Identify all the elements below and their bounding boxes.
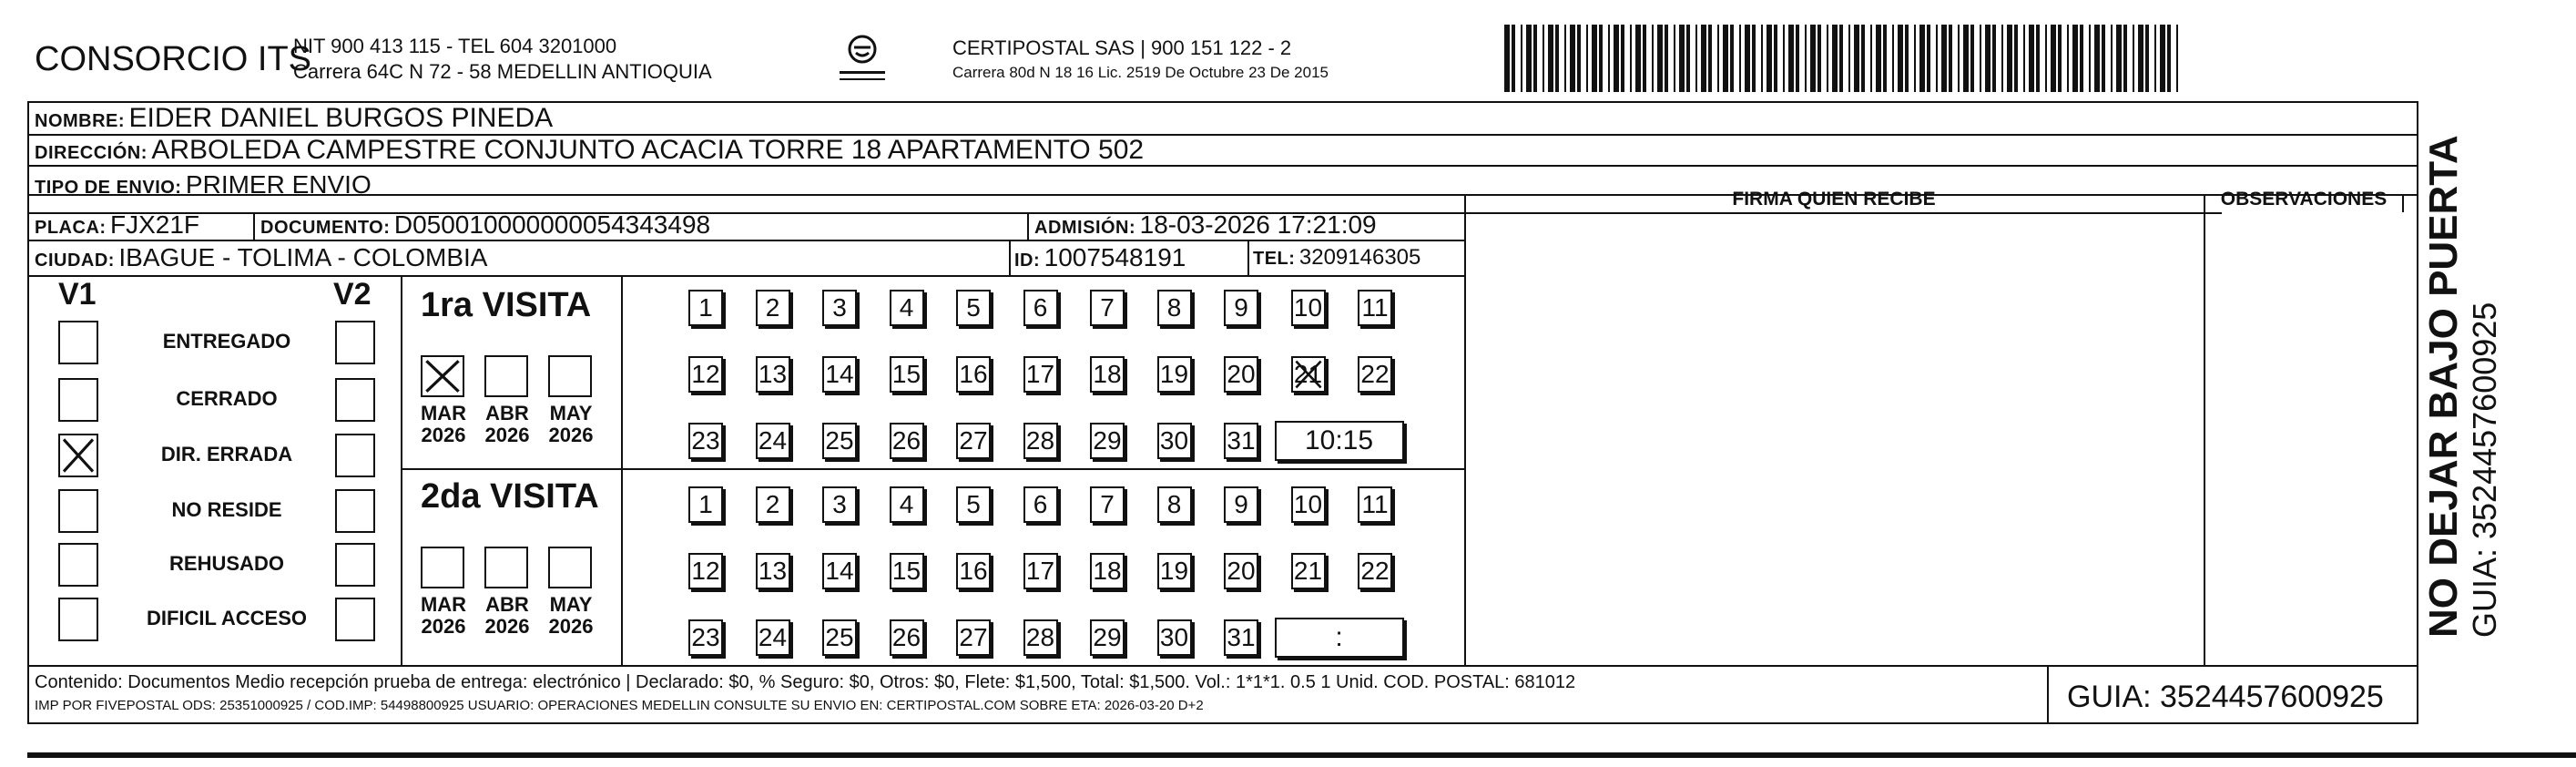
documento-value: D050010000000054343498 [393, 210, 711, 239]
day-number: 30 [1159, 426, 1189, 455]
day-box[interactable] [890, 423, 924, 459]
day-box[interactable] [890, 619, 924, 656]
day-box[interactable] [1291, 553, 1326, 589]
tipo-label: TIPO DE ENVIO: [35, 178, 182, 198]
day-box[interactable] [1157, 423, 1192, 459]
status-label: DIFICIL ACCESO [146, 607, 307, 629]
v2-checkbox[interactable] [335, 543, 375, 587]
day-box[interactable] [688, 486, 723, 523]
year-label: 2026 [548, 615, 594, 638]
observaciones-header: OBSERVACIONES [2220, 189, 2388, 210]
day-box[interactable] [1358, 356, 1392, 393]
day-box[interactable] [956, 553, 991, 589]
day-number: 16 [959, 360, 988, 388]
day-number: 31 [1227, 426, 1256, 455]
ciudad-value: IBAGUE - TOLIMA - COLOMBIA [118, 243, 488, 271]
day-number: 25 [825, 623, 854, 651]
day-number: 22 [1360, 557, 1390, 585]
day-box[interactable] [1358, 553, 1392, 589]
day-number: 12 [691, 557, 720, 585]
month-label: MAY [549, 402, 593, 424]
day-number: 27 [959, 426, 988, 455]
day-box[interactable] [956, 423, 991, 459]
day-number: 14 [825, 360, 854, 388]
day-number: 9 [1234, 293, 1248, 322]
day-box[interactable] [1090, 356, 1125, 393]
admision-cell [1034, 210, 1377, 240]
id-cell [1014, 243, 1186, 272]
day-number: 14 [825, 557, 854, 585]
placa-cell [35, 210, 199, 240]
nombre-label: NOMBRE: [35, 111, 126, 131]
day-box[interactable] [688, 619, 723, 656]
v1-heading: V1 [58, 277, 97, 312]
month-label: ABR [485, 402, 529, 424]
day-number: 17 [1025, 557, 1055, 585]
day-number: 29 [1093, 426, 1122, 455]
day-number: 8 [1166, 293, 1182, 322]
v2-checkbox[interactable] [335, 321, 375, 364]
day-number: 13 [758, 360, 788, 388]
direccion-row [35, 135, 1144, 166]
day-number: 15 [891, 557, 921, 585]
day-box[interactable] [1224, 486, 1258, 523]
day-number: 10 [1293, 490, 1323, 518]
day-box[interactable] [1023, 553, 1058, 589]
day-box[interactable] [1090, 619, 1125, 656]
day-box[interactable] [1291, 486, 1326, 523]
day-box[interactable] [822, 619, 857, 656]
documento-cell [260, 210, 710, 240]
v1-checkbox[interactable] [58, 489, 98, 533]
day-number: 18 [1093, 557, 1122, 585]
v1-checkbox[interactable] [58, 543, 98, 587]
v1-checkbox[interactable] [58, 321, 98, 364]
day-box[interactable] [956, 290, 991, 326]
day-box[interactable] [956, 619, 991, 656]
day-box[interactable] [1358, 290, 1392, 326]
day-box[interactable] [890, 356, 924, 393]
status-label: ENTREGADO [162, 330, 291, 353]
day-number: 28 [1025, 426, 1055, 455]
certipostal-logo [830, 31, 894, 86]
day-box[interactable] [1023, 356, 1058, 393]
day-box[interactable] [1224, 619, 1258, 656]
day-check-mark [1293, 358, 1324, 391]
day-box[interactable] [822, 423, 857, 459]
side-text [2422, 135, 2504, 638]
day-box[interactable] [1090, 290, 1125, 326]
company-address: Carrera 64C N 72 - 58 MEDELLIN ANTIOQUIA [293, 60, 712, 83]
day-box[interactable] [1157, 553, 1192, 589]
day-box[interactable] [890, 486, 924, 523]
side-guia: GUIA: 3524457600925 [2466, 302, 2503, 638]
day-number: 8 [1166, 490, 1182, 518]
day-box[interactable] [1157, 356, 1192, 393]
day-box[interactable] [1023, 619, 1058, 656]
time-box[interactable] [1275, 421, 1404, 461]
v2-checkbox[interactable] [335, 378, 375, 422]
day-number: 3 [832, 293, 847, 322]
day-number: 21 [1293, 557, 1323, 585]
day-box[interactable] [956, 356, 991, 393]
day-box[interactable] [1224, 423, 1258, 459]
day-number: 5 [966, 293, 981, 322]
day-box[interactable] [756, 619, 790, 656]
day-number: 17 [1025, 360, 1055, 388]
direccion-label: DIRECCIÓN: [35, 143, 148, 163]
month-label: MAR [420, 593, 467, 616]
year-label: 2026 [421, 424, 466, 446]
day-number: 13 [758, 557, 788, 585]
day-box[interactable] [756, 553, 790, 589]
status-label: DIR. ERRADA [160, 443, 293, 465]
documento-label: DOCUMENTO: [260, 218, 391, 238]
day-box[interactable] [1023, 486, 1058, 523]
day-box[interactable] [1224, 290, 1258, 326]
day-number: 6 [1033, 293, 1048, 322]
day-box[interactable] [822, 290, 857, 326]
day-box[interactable] [822, 486, 857, 523]
month-checkbox[interactable] [548, 355, 592, 397]
month-checkbox[interactable] [421, 355, 464, 397]
day-number: 24 [758, 426, 788, 455]
footer-contenido: Contenido: Documentos Medio recepción prueba de entrega: electrónico | Declarado: $0, % Seguro: $0, Otros: $0, Flete: $1,500, Total: $1,500. Vol.: 1*1*1. 0.5 1 Unid. COD. POSTAL: 681012 [35, 672, 1576, 692]
day-number: 29 [1093, 623, 1122, 651]
day-box[interactable] [822, 553, 857, 589]
day-number: 19 [1159, 557, 1189, 585]
day-number: 22 [1360, 360, 1390, 388]
status-label: CERRADO [176, 387, 278, 410]
day-box[interactable] [1090, 423, 1125, 459]
day-box[interactable] [756, 290, 790, 326]
day-box[interactable] [756, 423, 790, 459]
bottom-rule [27, 752, 2576, 758]
firma-header: FIRMA QUIEN RECIBE [1732, 189, 1936, 210]
day-box[interactable] [1023, 423, 1058, 459]
day-box[interactable] [1157, 619, 1192, 656]
day-number: 24 [758, 623, 788, 651]
day-number: 26 [891, 623, 921, 651]
day-box[interactable] [1157, 290, 1192, 326]
day-number: 4 [899, 293, 914, 322]
status-label: NO RESIDE [171, 498, 282, 521]
placa-value: FJX21F [110, 210, 200, 239]
day-box[interactable] [1023, 290, 1058, 326]
footer-imp: IMP POR FIVEPOSTAL ODS: 25351000925 / COD.IMP: 54498800925 USUARIO: OPERACIONES MEDELLIN CONSULTE SU ENVIO EN: CERTIPOSTAL.COM SOBRE ETA: 2026-03-20 D+2 [35, 698, 1204, 713]
month-checkbox[interactable] [548, 547, 592, 588]
month-checkbox[interactable] [484, 547, 528, 588]
day-number: 7 [1100, 293, 1115, 322]
ciudad-label: CIUDAD: [35, 251, 115, 271]
carrier-address: Carrera 80d N 18 16 Lic. 2519 De Octubre 23 De 2015 [952, 64, 1329, 81]
v1-checkbox[interactable] [58, 378, 98, 422]
tel-cell [1253, 245, 1420, 271]
footer-guia: GUIA: 3524457600925 [2067, 680, 2384, 714]
day-number: 20 [1227, 360, 1256, 388]
day-box[interactable] [688, 290, 723, 326]
day-number: 6 [1033, 490, 1048, 518]
nombre-value: EIDER DANIEL BURGOS PINEDA [128, 103, 554, 133]
time-box[interactable] [1275, 618, 1404, 658]
day-number: 12 [691, 360, 720, 388]
time-value: : [1335, 622, 1343, 652]
day-number: 1 [698, 490, 713, 518]
admision-label: ADMISIÓN: [1034, 218, 1136, 238]
day-box[interactable] [1358, 486, 1392, 523]
day-number: 19 [1159, 360, 1189, 388]
day-box[interactable] [1291, 290, 1326, 326]
tel-label: TEL: [1253, 249, 1296, 269]
day-number: 11 [1361, 490, 1389, 518]
time-value: 10:15 [1304, 425, 1374, 455]
year-label: 2026 [484, 615, 530, 638]
day-number: 1 [698, 293, 713, 322]
tipo-row [35, 170, 372, 199]
day-number: 23 [691, 623, 720, 651]
day-box[interactable] [822, 356, 857, 393]
placa-label: PLACA: [35, 218, 107, 238]
year-label: 2026 [484, 424, 530, 446]
day-number: 15 [891, 360, 921, 388]
day-number: 27 [959, 623, 988, 651]
day-box[interactable] [1291, 356, 1326, 393]
day-number: 26 [891, 426, 921, 455]
month-checkbox[interactable] [484, 355, 528, 397]
day-number: 11 [1361, 293, 1389, 322]
month-label: ABR [485, 593, 529, 616]
company-nit: NIT 900 413 115 - TEL 604 3201000 [293, 35, 617, 57]
status-label: REHUSADO [169, 552, 284, 575]
day-number: 4 [899, 490, 914, 518]
v1-checkbox[interactable] [58, 434, 98, 477]
day-number: 25 [825, 426, 854, 455]
month-checkbox[interactable] [421, 547, 464, 588]
day-number: 2 [765, 293, 780, 322]
day-box[interactable] [1090, 486, 1125, 523]
day-box[interactable] [1090, 553, 1125, 589]
day-number: 16 [959, 557, 988, 585]
year-label: 2026 [548, 424, 594, 446]
day-number: 23 [691, 426, 720, 455]
v2-heading: V2 [333, 277, 372, 312]
day-number: 30 [1159, 623, 1189, 651]
day-box[interactable] [890, 290, 924, 326]
day-box[interactable] [688, 356, 723, 393]
month-label: MAR [420, 402, 467, 424]
day-box[interactable] [956, 486, 991, 523]
no-dejar-warning: NO DEJAR BAJO PUERTA [2421, 135, 2466, 638]
day-box[interactable] [890, 553, 924, 589]
day-number: 2 [765, 490, 780, 518]
nombre-row [35, 103, 553, 134]
tipo-value: PRIMER ENVIO [185, 170, 372, 199]
day-box[interactable] [756, 356, 790, 393]
day-number: 10 [1293, 293, 1323, 322]
day-box[interactable] [756, 486, 790, 523]
visit2-title: 2da VISITA [421, 477, 599, 516]
day-box[interactable] [1157, 486, 1192, 523]
ciudad-cell [35, 243, 487, 272]
company-name: CONSORCIO ITS [35, 40, 312, 78]
id-label: ID: [1014, 251, 1041, 271]
carrier-name: CERTIPOSTAL SAS | 900 151 122 - 2 [952, 36, 1292, 59]
day-number: 3 [832, 490, 847, 518]
day-number: 28 [1025, 623, 1055, 651]
day-number: 20 [1227, 557, 1256, 585]
v1-checkbox[interactable] [58, 598, 98, 641]
v2-checkbox[interactable] [335, 489, 375, 533]
day-number: 9 [1234, 490, 1248, 518]
day-number: 18 [1093, 360, 1122, 388]
barcode [1504, 25, 2178, 92]
visit1-title: 1ra VISITA [421, 286, 592, 324]
v2-checkbox[interactable] [335, 598, 375, 641]
id-value: 1007548191 [1044, 243, 1186, 271]
admision-value: 18-03-2026 17:21:09 [1139, 210, 1377, 239]
day-box[interactable] [1224, 356, 1258, 393]
year-label: 2026 [421, 615, 466, 638]
tel-value: 3209146305 [1298, 245, 1421, 270]
direccion-value: ARBOLEDA CAMPESTRE CONJUNTO ACACIA TORRE 18 APARTAMENTO 502 [151, 135, 1145, 165]
day-number: 31 [1227, 623, 1256, 651]
month-label: MAY [549, 593, 593, 616]
day-box[interactable] [688, 423, 723, 459]
day-box[interactable] [1224, 553, 1258, 589]
day-number: 7 [1100, 490, 1115, 518]
day-box[interactable] [688, 553, 723, 589]
day-number: 21 [1293, 360, 1323, 388]
v2-checkbox[interactable] [335, 434, 375, 477]
day-number: 5 [966, 490, 981, 518]
